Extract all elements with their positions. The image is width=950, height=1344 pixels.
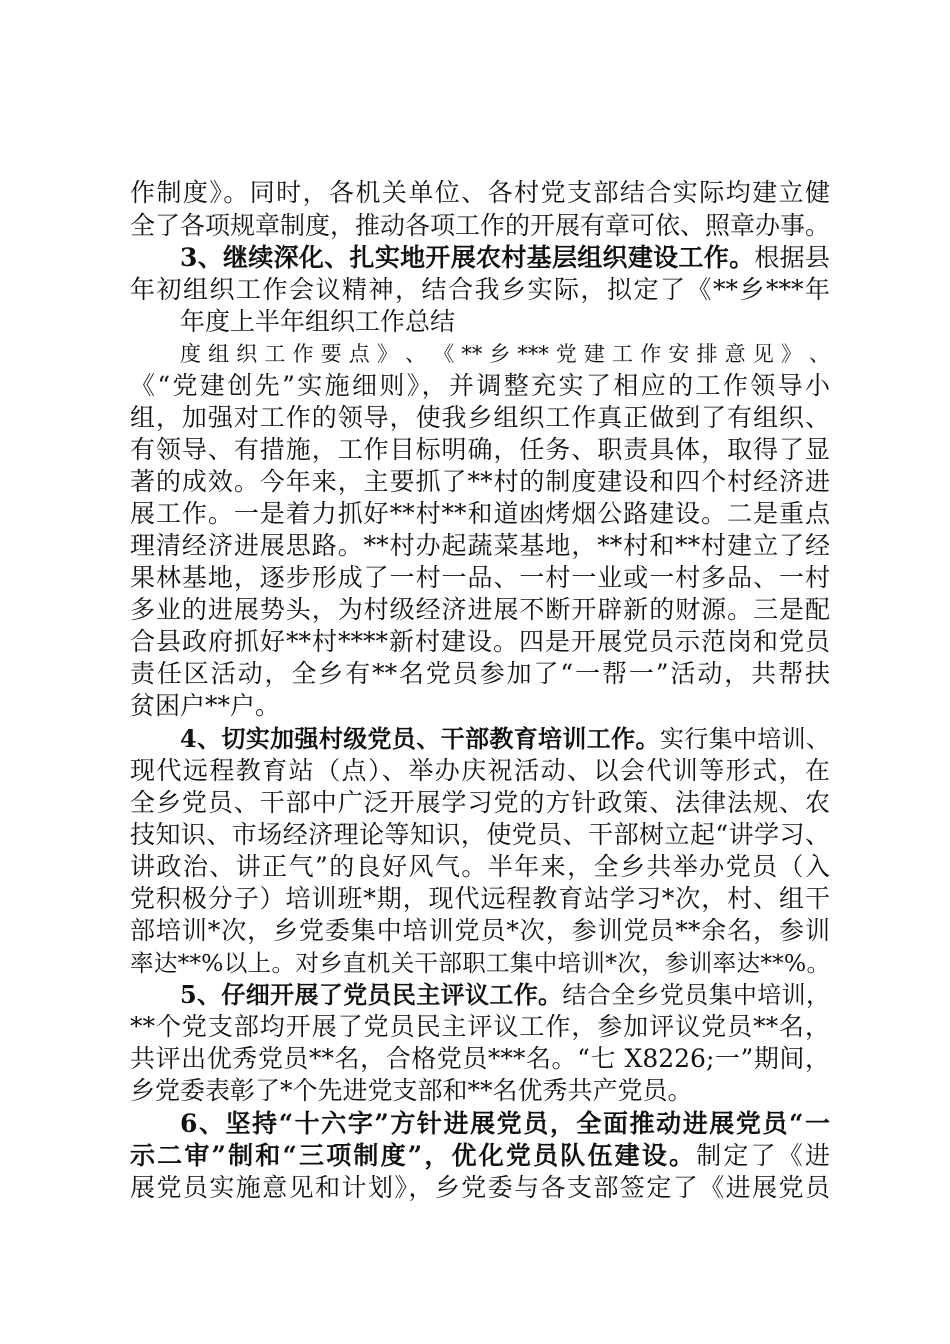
text-run: 根据县 xyxy=(754,243,830,272)
text-line: 合县政府抓好**村****新村建设。四是开展党员示范岗和党员 xyxy=(130,627,830,656)
section-5-heading-line xyxy=(180,979,830,1011)
text-line: 果林基地，逐步形成了一村一品、一村一业或一村多品、一村 xyxy=(130,563,830,592)
text-line: 贫困户**户。 xyxy=(130,691,281,720)
section-5-heading: 5、仔细开展了党员民主评议工作。 xyxy=(180,980,563,1009)
section-4-heading-line xyxy=(180,723,830,755)
text-line: 年初组织工作会议精神，结合我乡实际，拟定了《**乡***年 xyxy=(130,275,830,304)
text-line: 《“党建创先”实施细则》，并调整充实了相应的工作领导小 xyxy=(130,371,830,400)
text-run: 制定了《进 xyxy=(696,1141,830,1170)
text-run: 实行集中培训、 xyxy=(659,725,830,753)
text-line: 全乡党员、干部中广泛开展学习党的方针政策、法律法规、农 xyxy=(130,788,830,817)
section-6-heading-line-2 xyxy=(130,1140,830,1172)
text-line: 全了各项规章制度，推动各项工作的开展有章可依、照章办事。 xyxy=(130,211,830,240)
text-line: 展党员实施意见和计划》，乡党委与各支部签定了《进展党员 xyxy=(130,1173,830,1202)
text-line: 率达**%以上。对乡直机关干部职工集中培训*次，参训率达**%。 xyxy=(130,949,830,977)
section-6-heading-continued: 示二审”制和“三项制度”，优化党员队伍建设。 xyxy=(130,1141,697,1170)
text-line: 共评出优秀党员**名，合格党员***名。“七 X8226;一”期间， xyxy=(130,1044,830,1073)
section-6-heading: 6、坚持“十六字”方针进展党员，全面推动进展党员“一 xyxy=(180,1109,830,1138)
text-line: 现代远程教育站（点）、举办庆祝活动、以会代训等形式，在 xyxy=(130,756,830,785)
section-3-heading: 3、继续深化、扎实地开展农村基层组织建设工作。 xyxy=(180,243,755,272)
inserted-subtitle: 年度上半年组织工作总结 xyxy=(180,307,456,336)
text-line: 部培训*次，乡党委集中培训党员*次，参训党员**余名，参训 xyxy=(130,916,830,945)
section-3-heading-line xyxy=(180,242,830,274)
text-line: 作制度》。同时，各机关单位、各村党支部结合实际均建立健 xyxy=(130,178,830,207)
text-line: 多业的进展势头，为村级经济进展不断开辟新的财源。三是配 xyxy=(130,595,830,624)
text-line: 责任区活动，全乡有**名党员参加了“一帮一”活动，共帮扶 xyxy=(130,659,830,688)
text-run: 结合全乡党员集中培训， xyxy=(562,981,830,1009)
text-line: 讲政治、讲正气”的良好风气。半年来，全乡共举办党员（入 xyxy=(130,852,830,881)
text-line: 有领导、有措施，工作目标明确，任务、职责具体，取得了显 xyxy=(130,435,830,464)
text-line: 技知识、市场经济理论等知识，使党员、干部树立起“讲学习、 xyxy=(130,820,830,849)
text-line: 理清经济进展思路。**村办起蔬菜基地，**村和**村建立了经 xyxy=(130,531,830,560)
text-line: 党积极分子）培训班*期，现代远程教育站学习*次，村、组干 xyxy=(130,884,830,913)
text-line: 组，加强对工作的领导，使我乡组织工作真正做到了有组织、 xyxy=(130,403,830,432)
section-6-heading-line xyxy=(180,1108,830,1140)
text-line: 度 组 织 工 作 要 点 》 、 《 ** 乡 *** 党 建 工 作 安 排 意 见 》 、 xyxy=(180,342,830,366)
text-line: **个党支部均开展了党员民主评议工作，参加评议党员**名， xyxy=(130,1012,830,1041)
text-line: 乡党委表彰了*个先进党支部和**名优秀共产党员。 xyxy=(130,1076,693,1105)
text-line: 著的成效。今年来，主要抓了**村的制度建设和四个村经济进 xyxy=(130,467,830,496)
text-line: 展工作。一是着力抓好**村**和道凼烤烟公路建设。二是重点 xyxy=(130,499,830,528)
section-4-heading: 4、切实加强村级党员、干部教育培训工作。 xyxy=(180,724,660,753)
